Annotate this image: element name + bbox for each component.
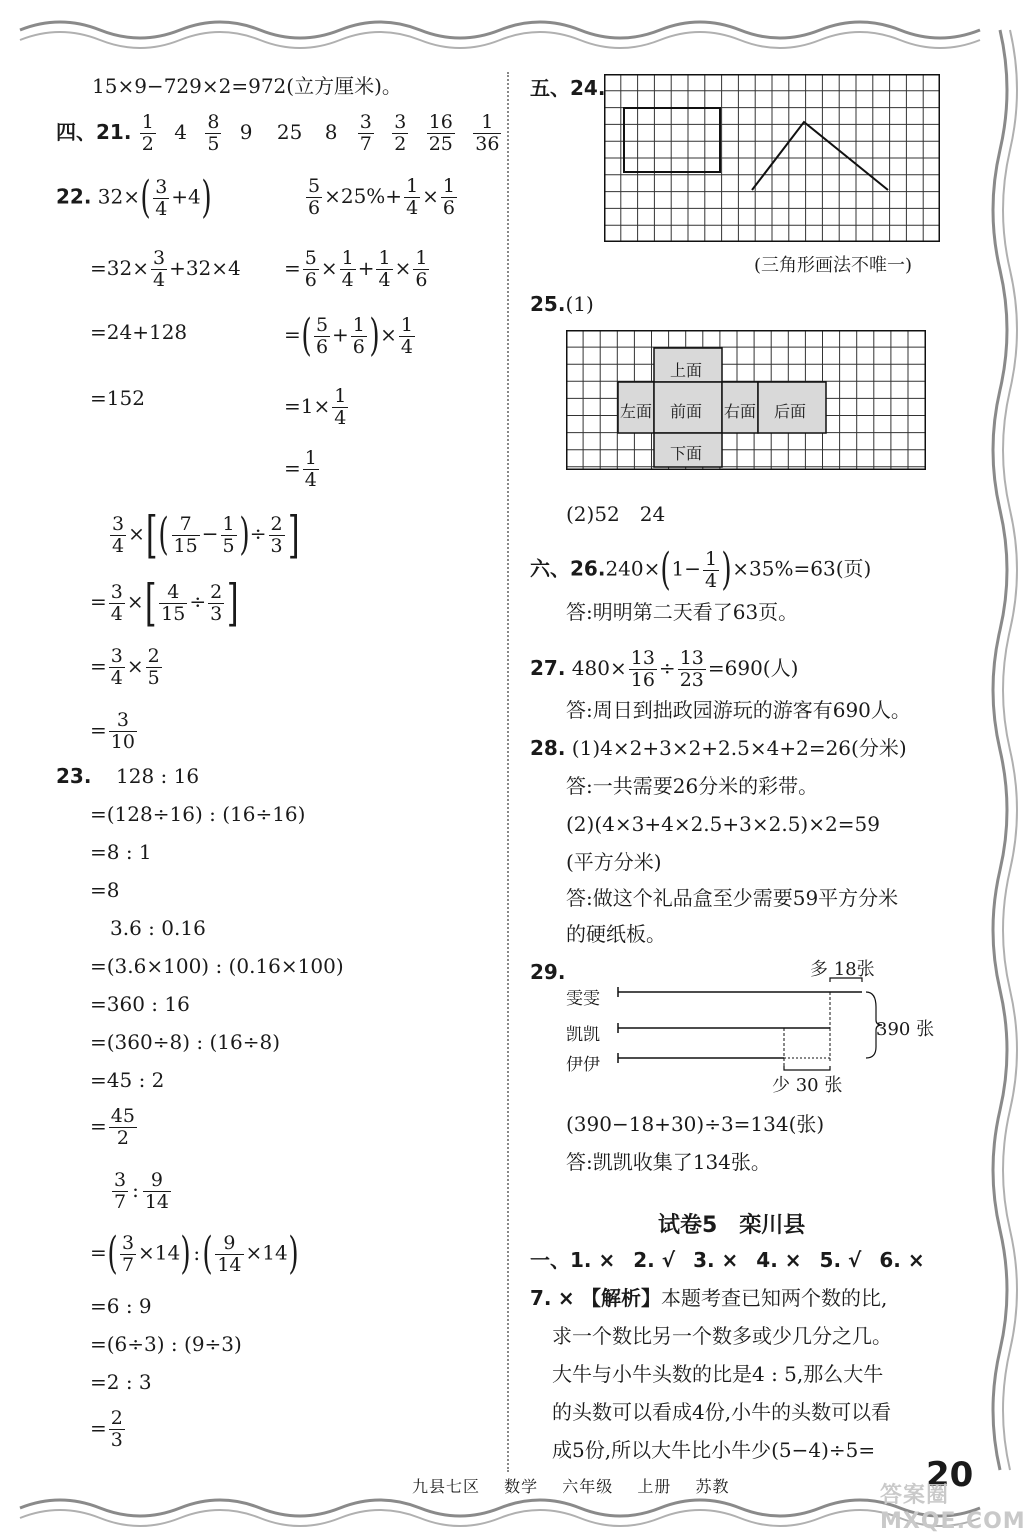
- q7-label: 7.: [530, 1286, 552, 1310]
- q22a-step2: =24+128: [90, 320, 188, 344]
- q23-label: 23.: [56, 764, 92, 788]
- q22a-step3: =152: [90, 386, 145, 410]
- q22b-step4: = $\frac{1}{4}$: [284, 447, 317, 491]
- q29-total-label: 390 张: [876, 1019, 935, 1040]
- q28-line4: (平方分米): [566, 850, 662, 874]
- q21-frac-3-2: $\frac{3}{2}$: [394, 111, 407, 155]
- q22-label: 22.: [56, 184, 92, 209]
- q23-line2-2: =2 : 3: [90, 1370, 152, 1394]
- q25-sub2: (2)52 24: [566, 502, 666, 526]
- s1-item-5: 5. √: [819, 1248, 862, 1272]
- q26-label: 六、26.: [530, 556, 606, 581]
- s1-item-3: 3. ×: [693, 1248, 739, 1272]
- q25-label-front: 前面: [670, 402, 703, 421]
- q24-note: (三角形画法不唯一): [754, 255, 913, 276]
- q22c: $\frac{3}{4}$ ×[( $\frac{7}{15}$ − $\frac{1}{5}$ )÷ $\frac{2}{3}$ ]: [112, 506, 300, 564]
- q22b: $\frac{5}{6}$ ×25%+ $\frac{1}{4}$ × $\frac{1}{6}$: [308, 175, 456, 219]
- q29-expression: (390−18+30)÷3=134(张): [566, 1112, 825, 1136]
- q23-line2-1: =(6÷3) : (9÷3): [90, 1332, 242, 1356]
- footer-grade: 六年级: [562, 1477, 614, 1496]
- q28-label: 28.: [530, 736, 566, 760]
- footer-series: 九县七区: [412, 1477, 481, 1496]
- q25-label-top: 上面: [670, 361, 703, 380]
- q23-line2-0: =6 : 9: [90, 1294, 152, 1318]
- q28-line1: 28. (1)4×2+3×2+2.5×4+2=26(分米): [530, 736, 907, 760]
- q24-rectangle: [624, 108, 720, 172]
- q23-line-0: 128 : 16: [116, 764, 200, 788]
- q25-head: [530, 292, 594, 316]
- q21-frac-1-36: $\frac{1}{36}$: [475, 111, 500, 155]
- q29-name-kaikai: 凯凯: [566, 1025, 600, 1045]
- q22a-tail: +4: [171, 184, 201, 209]
- q7-line4: 的头数可以看成4份,小牛的头数可以看: [552, 1400, 892, 1424]
- q22a-frac: $\frac{3}{4}$: [155, 175, 168, 220]
- q23-line-6: =360 : 16: [90, 992, 190, 1016]
- q29-answer: 答:凯凯收集了134张。: [566, 1150, 771, 1174]
- q22a-step1: =32× $\frac{3}{4}$ +32×4: [90, 247, 241, 291]
- q27: 27. 480× $\frac{13}{16}$ ÷ $\frac{13}{23}$ =690(人): [530, 647, 799, 691]
- q27-answer: 答:周日到拙政园游玩的游客有690人。: [566, 698, 911, 722]
- q22a: 22. 32×( $\frac{3}{4}$ +4): [56, 172, 212, 223]
- q25-label-left: 左面: [620, 402, 653, 421]
- s1-item-6: 6. ×: [879, 1248, 925, 1272]
- q23-frac-result-1: = $\frac{45}{2}$: [90, 1105, 135, 1149]
- q29-less-label: 少 30 张: [772, 1075, 843, 1096]
- q28-line2: 答:一共需要26分米的彩带。: [566, 774, 819, 798]
- test5-title: 试卷5 栾川县: [658, 1213, 806, 1238]
- q23-line-3: =8: [90, 878, 120, 902]
- q22c-step2: = $\frac{3}{4}$ × $\frac{2}{5}$: [90, 645, 160, 689]
- q25-label-right: 右面: [724, 402, 757, 421]
- q22a-text: 32×: [97, 184, 141, 209]
- s1-item-2: 2. √: [633, 1248, 676, 1272]
- q28-line5: 答:做这个礼品盒至少需要59平方分米: [566, 886, 899, 910]
- q23-line-7: =(360÷8) : (16÷8): [90, 1030, 281, 1054]
- q22c-step3: = $\frac{3}{10}$: [90, 709, 135, 753]
- footer-edition: 苏教: [695, 1477, 730, 1496]
- q23-ratio-3-step1: =( $\frac{3}{7}$ ×14) :( $\frac{9}{14}$ ×14): [90, 1228, 299, 1279]
- q25-label: 25.: [530, 292, 566, 316]
- q22b-step2: =( $\frac{5}{6}$ + $\frac{1}{6}$ )× $\frac{1}{4}$: [284, 310, 413, 361]
- s1-item-1: 1. ×: [570, 1248, 616, 1272]
- q7-line5: 成5份,所以大牛比小牛少(5−4)÷5=: [552, 1438, 876, 1462]
- section1-answers: [530, 1248, 925, 1272]
- q21-frac-16-25: $\frac{16}{25}$: [428, 111, 453, 155]
- q23-line-8: =45 : 2: [90, 1068, 165, 1092]
- q21: 四、21. $\frac{1}{2}$ 4 $\frac{8}{5}$ 9 25 8 $\frac{3}{7}$ $\frac{3}{2}$ $\frac{16}{25}$ $\frac{1}{36}$: [56, 111, 500, 155]
- q21-frac-3-7: $\frac{3}{7}$: [359, 111, 372, 155]
- answer-line-prev: 15×9−729×2=972(立方厘米)。: [92, 74, 402, 98]
- q7-line2: 求一个数比另一个数多或少几分之几。: [552, 1324, 892, 1348]
- page-footer: [412, 1474, 747, 1497]
- q23-line-2: =8 : 1: [90, 840, 152, 864]
- q7-tag: 【解析】: [581, 1286, 661, 1310]
- q7-line3: 大牛与小牛头数的比是4 : 5,那么大牛: [552, 1362, 884, 1386]
- q22b-step3: =1× $\frac{1}{4}$: [284, 385, 347, 429]
- right-column: [530, 66, 970, 1476]
- q29-more-label: 多 18张: [810, 959, 875, 980]
- footer-subject: 数学: [504, 1477, 539, 1496]
- q27-label: 27.: [530, 656, 566, 680]
- q21-label: 四、21.: [56, 120, 132, 144]
- q22c-step1: = $\frac{3}{4}$ ×[ $\frac{4}{15}$ ÷ $\frac{2}{3}$ ]: [90, 574, 239, 632]
- q28-line3: (2)(4×3+4×2.5+3×2.5)×2=59: [566, 812, 880, 836]
- q26-answer: 答:明明第二天看了63页。: [566, 600, 799, 624]
- footer-volume: 上册: [637, 1477, 672, 1496]
- s1-item-4: 4. ×: [756, 1248, 802, 1272]
- watermark: 答案圈 MXQE.COM: [880, 1483, 1026, 1534]
- q23-frac-result-2: = $\frac{2}{3}$: [90, 1407, 123, 1451]
- q7-line1: 7. × 【解析】本题考查已知两个数的比,: [530, 1286, 888, 1310]
- q23-ratio-3: $\frac{3}{7}$ : $\frac{9}{14}$: [114, 1169, 170, 1213]
- q25-label-bottom: 下面: [670, 444, 703, 463]
- q24-label: 五、24.: [530, 76, 606, 100]
- page-number: 20: [926, 1455, 974, 1495]
- q7-mark: ×: [557, 1286, 575, 1310]
- q24-grid-figure: [604, 74, 940, 242]
- q29-label: 29.: [530, 960, 566, 984]
- q23-line-4: 3.6 : 0.16: [110, 916, 206, 940]
- q23-line-5: =(3.6×100) : (0.16×100): [90, 954, 344, 978]
- column-divider: [507, 72, 509, 1472]
- q29-name-yiyi: 伊伊: [566, 1055, 600, 1075]
- section1-label: 一、: [530, 1248, 570, 1272]
- left-column: [56, 66, 500, 1476]
- q21-frac-8-5: $\frac{8}{5}$: [207, 111, 220, 155]
- q29-name-wenwen: 雯雯: [566, 989, 600, 1009]
- q25-sub1: (1): [565, 292, 594, 316]
- q29-less-brace: [784, 1066, 830, 1070]
- q26: 六、26.240×(1− $\frac{1}{4}$ )×35%=63(页): [530, 544, 872, 595]
- q28-line6: 的硬纸板。: [566, 922, 666, 946]
- q23-line-1: =(128÷16) : (16÷16): [90, 802, 306, 826]
- q22b-step1: = $\frac{5}{6}$ × $\frac{1}{4}$ + $\frac{1}{4}$ × $\frac{1}{6}$: [284, 247, 428, 291]
- q21-frac-1-2: $\frac{1}{2}$: [141, 111, 154, 155]
- q25-label-back: 后面: [774, 402, 807, 421]
